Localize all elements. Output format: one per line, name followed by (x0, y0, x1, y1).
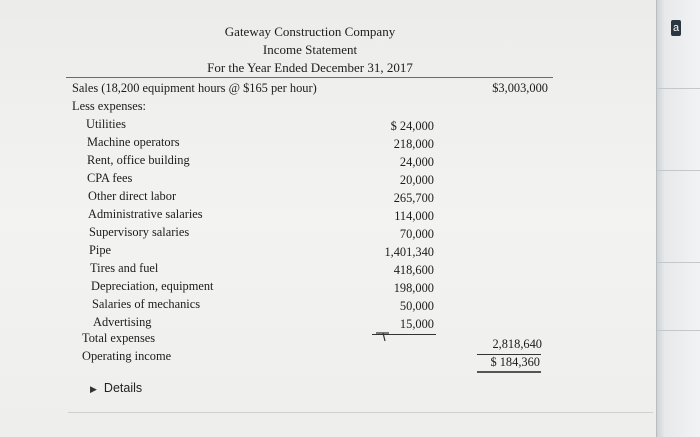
statement-title: Income Statement (262, 42, 358, 57)
details-label: Details (103, 381, 143, 395)
expense-amount: 50,000 (399, 299, 434, 313)
expense-label: Pipe (89, 243, 112, 257)
panel-divider (657, 88, 700, 89)
less-expenses-label: Less expenses: (72, 99, 146, 113)
sales-amount: $3,003,000 (492, 81, 548, 95)
expense-amount: 198,000 (393, 281, 434, 295)
expense-label: Salaries of mechanics (92, 297, 201, 311)
expense-label: Machine operators (87, 135, 180, 149)
panel-marker-icon: a (672, 22, 680, 34)
operating-income-label: Operating income (82, 349, 172, 363)
company-name: Gateway Construction Company (224, 24, 396, 39)
expense-amount: 418,600 (393, 263, 434, 277)
triangle-right-icon: ▶ (90, 384, 97, 394)
total-expenses-amount: 2,818,640 (492, 337, 542, 351)
sales-label: Sales (18,200 equipment hours @ $165 per hour) (72, 81, 317, 95)
expense-label: Utilities (86, 117, 126, 131)
panel-divider (657, 330, 700, 331)
expense-label: Advertising (93, 315, 152, 329)
double-rule (477, 371, 541, 373)
panel-divider (657, 262, 700, 263)
expense-amount: 24,000 (399, 155, 434, 169)
header-rule (66, 77, 553, 78)
expense-label: Supervisory salaries (89, 225, 190, 239)
expense-amount: 1,401,340 (384, 245, 434, 259)
total-expenses-label: Total expenses (82, 331, 156, 345)
expense-label: Tires and fuel (90, 261, 159, 275)
expense-amount: 70,000 (399, 227, 434, 241)
expense-label: Administrative salaries (88, 207, 203, 221)
expense-amount: 218,000 (393, 137, 434, 151)
statement-period: For the Year Ended December 31, 2017 (207, 60, 413, 75)
details-toggle[interactable] (90, 381, 142, 395)
pen-mark-icon (375, 327, 405, 345)
section-divider (68, 412, 653, 413)
expense-amount: 15,000 (399, 317, 434, 331)
expense-amount: 265,700 (393, 191, 434, 205)
expense-label: Other direct labor (88, 189, 177, 203)
expense-amount: 20,000 (399, 173, 434, 187)
expense-label: Rent, office building (87, 153, 190, 167)
expense-label: CPA fees (87, 171, 133, 185)
expense-amount: $ 24,000 (390, 119, 434, 133)
operating-income-amount: $ 184,360 (490, 355, 540, 369)
side-panel (656, 0, 700, 437)
expense-label: Depreciation, equipment (91, 279, 214, 293)
panel-divider (657, 170, 700, 171)
expense-amount: 114,000 (394, 209, 434, 223)
